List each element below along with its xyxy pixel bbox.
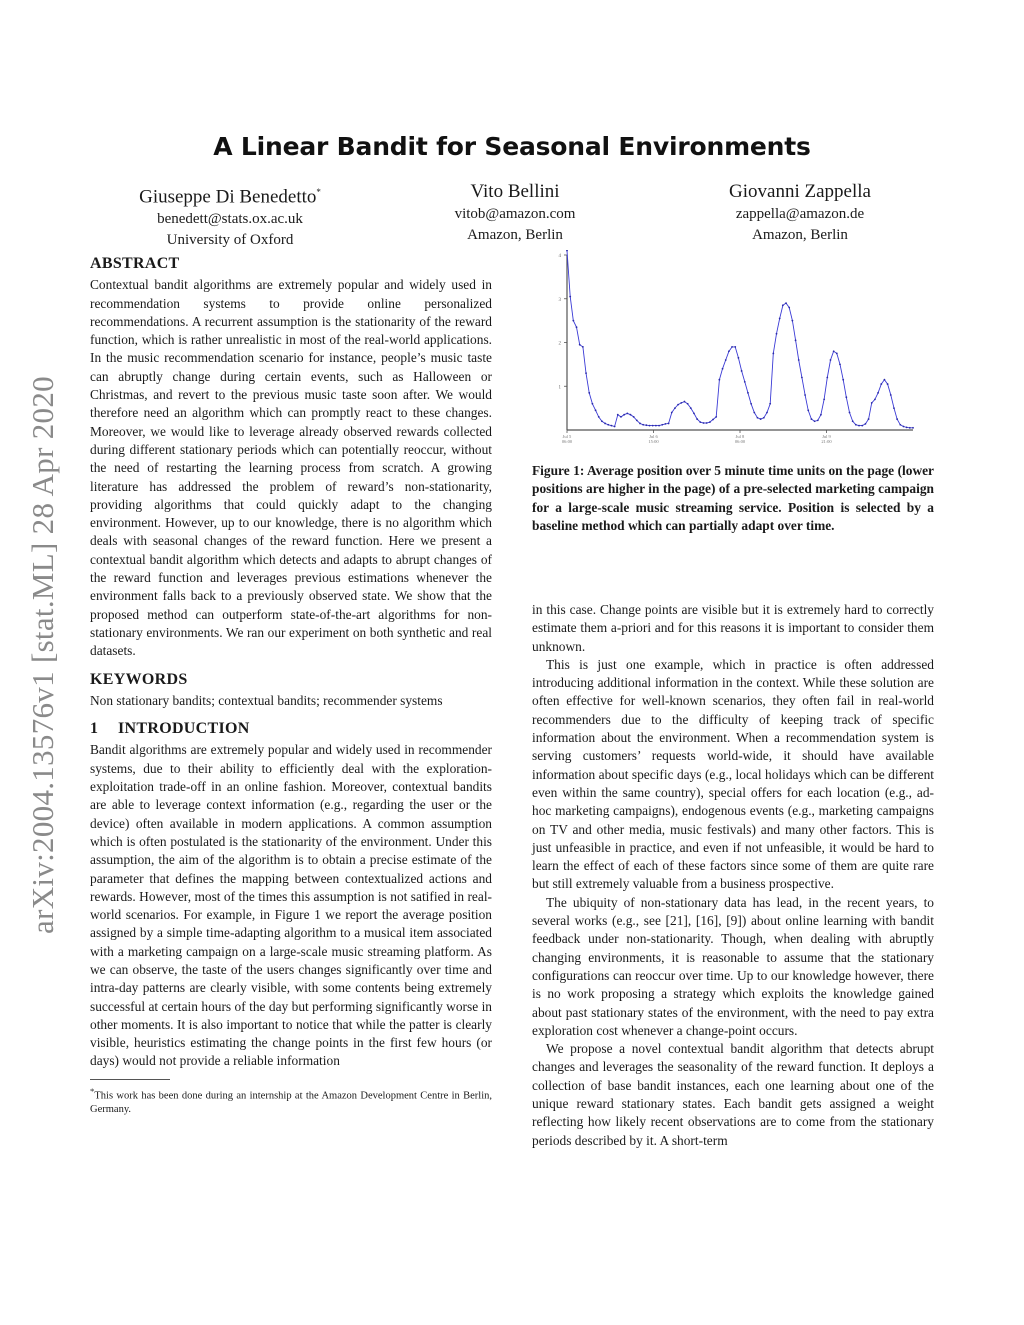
data-point (903, 426, 905, 428)
data-point (845, 396, 847, 398)
data-point (849, 412, 851, 414)
data-point (617, 414, 619, 416)
series-line (567, 251, 913, 428)
data-point (734, 346, 736, 348)
author-name (100, 180, 360, 209)
data-point (855, 424, 857, 426)
data-point (877, 392, 879, 394)
data-point (804, 394, 806, 396)
data-point (795, 339, 797, 341)
data-point (696, 418, 698, 420)
data-point (830, 359, 832, 361)
data-point (826, 377, 828, 379)
data-point (852, 420, 854, 422)
data-point (604, 423, 606, 425)
right-column (532, 601, 934, 1150)
data-point (607, 424, 609, 426)
data-point (598, 416, 600, 418)
introduction-paragraph-continued: in this case. Change points are visible but it is extremely hard to correctly estimate them a-priori and for this reasons it is important to consider them unknown. (532, 602, 934, 654)
data-point (569, 296, 571, 298)
keywords-heading: KEYWORDS (90, 670, 188, 688)
data-point (579, 344, 581, 346)
data-point (896, 418, 898, 420)
data-point (757, 417, 759, 419)
data-point (738, 357, 740, 359)
footnote-mark: * (316, 187, 321, 197)
data-point (671, 412, 673, 414)
data-point (769, 403, 771, 405)
y-tick-label: 1 (558, 385, 561, 391)
data-point (868, 418, 870, 420)
data-point (674, 407, 676, 409)
data-point (649, 425, 651, 427)
data-point (665, 423, 667, 425)
data-point (661, 424, 663, 426)
arxiv-stamp-text: arXiv:2004.13576v1 [stat.ML] 28 Apr 2020 (25, 376, 60, 934)
author-email: zappella@amazon.de (735, 206, 865, 222)
data-point (801, 377, 803, 379)
data-point (741, 370, 743, 372)
data-point (871, 402, 873, 404)
data-point (760, 418, 762, 420)
author-email: benedett@stats.ox.ac.uk (157, 211, 303, 228)
data-point (699, 421, 701, 423)
x-tick-label: Jul 5 (562, 434, 572, 439)
data-point (687, 403, 689, 405)
x-tick-label: Jul 8 (735, 434, 745, 439)
data-point (642, 424, 644, 426)
author-block (100, 180, 360, 251)
data-point (791, 320, 793, 322)
data-point (874, 398, 876, 400)
data-point (779, 318, 781, 320)
footnote (90, 1084, 492, 1118)
data-point (864, 423, 866, 425)
author-block (385, 180, 645, 251)
data-point (836, 353, 838, 355)
data-point (582, 346, 584, 348)
footnote-mark: * (90, 1085, 95, 1096)
data-point (899, 424, 901, 426)
section-number: 1 (90, 720, 99, 738)
arxiv-identifier-stamp (18, 340, 68, 970)
author-email: vitob@amazon.com (454, 206, 576, 222)
data-point (763, 417, 765, 419)
data-point (798, 359, 800, 361)
data-point (833, 350, 835, 352)
data-point (706, 422, 708, 424)
data-point (722, 368, 724, 370)
footnote-text: This work has been done during an internship at the Amazon Development Centre in Berlin, Germany. (90, 1090, 492, 1116)
x-tick-label: 15:00 (648, 439, 659, 444)
data-point (884, 379, 886, 381)
data-point (591, 403, 593, 405)
data-point (744, 381, 746, 383)
author-list (100, 180, 930, 251)
abstract-text: Contextual bandit algorithms are extremely popular and widely used in recommendation systems to provide online personalized recommendations. A recurrent assumption is the stationarity of the reward function, which is rather unrealistic in most of the real-world applications. In the music recommendation scenario for instance, people’s music taste can abruptly change during certain events, such as Halloween or Christmas, and revert to the previous music taste soon after. We would therefore need an algorithm which can promptly react to these changes. Moreover, we would like to leverage already observed rewards collected during different stationary periods which can potentially reoccur, without the need of restarting the learning process from scratch. A growing literature has addressed the problem of reward’s non-stationarity, providing algorithms that could quickly adapt to the changing environment. However, up to our knowledge, there is no algorithm which deals with seasonal changes of the reward function. Here we present a contextual bandit algorithm which detects and adapts to abrupt changes of the reward function and leverages previous estimations whenever the environment falls back to a previously observed state. We show that the proposed method can outperform state-of-the-art algorithms for non-stationary environments. We ran our experiment on both synthetic and real datasets. (90, 277, 492, 659)
introduction-paragraph: This is just one example, which in practice is often addressed introducing additional information in the context. While these solution are often effective for well-known scenarios, they often fail in real-world recommenders due to the difficulty of keeping track of specific information about the environment. When a recommendation system is serving customers’ requests world-wide, it should have available information about specific days (e.g., local holidays which can be different even within the same country), special offers for each location (e.g., ad-hoc marketing campaigns), endogenous events (e.g., marketing campaigns on TV and other media, music festivals) and many other factors. This is just unfeasible in practice, and even if not unfeasible, it would be hard to learn the effect of each of these factors since some of them are quite rare but still extremely valuable from a business prospective. (532, 656, 934, 892)
data-point (715, 416, 717, 418)
data-point (909, 427, 911, 429)
data-point (630, 414, 632, 416)
footnote-divider (90, 1079, 170, 1080)
data-point (693, 412, 695, 414)
data-point (636, 419, 638, 421)
y-tick-label: 2 (558, 341, 561, 347)
author-affiliation: Amazon, Berlin (467, 227, 563, 243)
data-point (811, 418, 813, 420)
data-point (842, 379, 844, 381)
figure-1-chart (545, 250, 920, 445)
introduction-heading (90, 720, 492, 738)
line-chart (545, 250, 920, 445)
data-point (585, 372, 587, 374)
data-point (620, 416, 622, 418)
introduction-paragraph: The ubiquity of non-stationary data has lead, in the recent years, to several works (e.g., see [21], [16], [9]) about online learning with bandit feedback under non-stationarity. Though, when dealing with abruptly changing environments, it is reasonable to assume that the stationary configurations can reoccur over time. Up to our knowledge however, there is no work proposing a strategy which exploits the knowledge gained about past stationary states of the environment, with the need to pay extra exploration cost whenever a change-point occurs. (532, 894, 934, 1038)
data-point (782, 304, 784, 306)
data-point (566, 250, 568, 252)
x-tick-label: 06:00 (734, 439, 746, 444)
x-tick-label: 21:00 (821, 439, 832, 444)
data-point (728, 350, 730, 352)
data-point (655, 425, 657, 427)
data-point (645, 424, 647, 426)
data-point (684, 401, 686, 403)
data-point (639, 423, 641, 425)
x-tick-label: Jul 9 (822, 434, 831, 439)
data-point (712, 419, 714, 421)
left-column (90, 255, 492, 1117)
introduction-paragraph: We propose a novel contextual bandit algorithm that detects abrupt changes and leverages the seasonality of the reward function. It deploys a collection of base bandit instances, each one learning about one of the unique reward stationary states. Each bandit gets assigned a weight reflecting how likely recent observations are to come from the stationary periods described by it. A short-term (532, 1041, 934, 1148)
data-point (753, 412, 755, 414)
data-point (725, 359, 727, 361)
data-point (814, 420, 816, 422)
data-point (677, 404, 679, 406)
data-point (823, 398, 825, 400)
data-point (747, 392, 749, 394)
data-point (880, 383, 882, 385)
y-tick-label: 3 (558, 297, 561, 303)
data-point (890, 394, 892, 396)
keywords-text: Non stationary bandits; contextual bandits; recommender systems (90, 692, 443, 708)
data-point (893, 407, 895, 409)
data-point (731, 346, 733, 348)
data-point (887, 383, 889, 385)
data-point (658, 425, 660, 427)
x-tick-label: 06:00 (561, 439, 573, 444)
paper-title: A Linear Bandit for Seasonal Environments (213, 132, 811, 161)
figure-caption: Figure 1: Average position over 5 minute time units on the page (lower positions are higher in the page) of a pre-selected marketing campaign for a large-scale music streaming service. Position is selected by a baseline method which can partially adapt over time. (532, 463, 934, 533)
section-title: INTRODUCTION (118, 720, 250, 738)
data-point (576, 326, 578, 328)
data-point (668, 423, 670, 425)
data-point (690, 407, 692, 409)
data-point (588, 392, 590, 394)
y-tick-label: 4 (558, 254, 561, 259)
data-point (614, 426, 616, 428)
data-point (785, 302, 787, 304)
data-point (839, 363, 841, 365)
data-point (633, 416, 635, 418)
data-point (861, 425, 863, 427)
introduction-paragraph: Bandit algorithms are extremely popular and widely used in recommender systems, due to their ability to efficiently deal with the exploration-exploitation trade-off in an online fashion. Moreover, contextual bandits are able to leverage context information (e.g., regarding the user or the device) often available in modern applications. A common assumption which is often postulated is the stationarity of the environment. Under this assumption, the aim of the algorithm is to obtain a precise estimate of the parameter that defines the mapping between contextualized actions and rewards. However, most of the times this assumption is not satified in real-world scenarios. For example, in Figure 1 we report the average position assigned by a simple time-adapting algorithm to a musical item associated with a marketing campaign on a large-scale music streaming platform. As we can observe, the taste of the users changes significantly over time and intra-day patterns are clearly visible, with some contents being extremely successful at certain hours of the day but performing significantly worse in other moments. It is also important to notice that while the patter is clearly visible, heuristics estimating the change points in the first few hours (or days) would not provide a reliable information (90, 742, 492, 1069)
data-point (601, 420, 603, 422)
author-affiliation: University of Oxford (166, 232, 294, 249)
data-point (858, 425, 860, 427)
data-point (623, 414, 625, 416)
data-point (709, 421, 711, 423)
author-affiliation: Amazon, Berlin (752, 227, 848, 243)
data-point (680, 402, 682, 404)
data-point (788, 307, 790, 309)
data-point (626, 412, 628, 414)
abstract-heading: ABSTRACT (90, 255, 180, 272)
data-point (912, 427, 914, 429)
data-point (718, 379, 720, 381)
x-tick-label: Jul 6 (649, 434, 658, 439)
data-point (776, 333, 778, 335)
data-point (611, 425, 613, 427)
data-point (817, 419, 819, 421)
data-point (750, 403, 752, 405)
data-point (652, 425, 654, 427)
data-point (703, 422, 705, 424)
data-point (772, 353, 774, 355)
data-point (906, 426, 908, 428)
data-point (572, 320, 574, 322)
data-point (807, 409, 809, 411)
author-name: Vito Bellini (470, 181, 560, 202)
author-name-text: Giuseppe Di Benedetto (139, 186, 317, 208)
author-block (670, 180, 930, 251)
data-point (820, 414, 822, 416)
data-point (766, 412, 768, 414)
data-point (595, 409, 597, 411)
author-name: Giovanni Zappella (729, 181, 871, 202)
